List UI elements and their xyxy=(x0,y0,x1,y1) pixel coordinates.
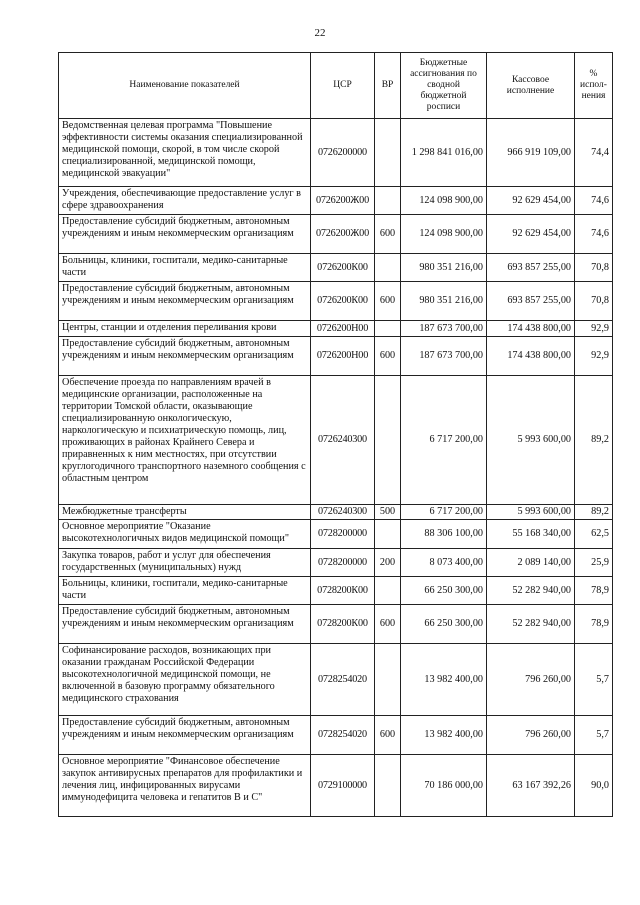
row-cash: 63 167 392,26 xyxy=(487,755,575,817)
row-percent: 5,7 xyxy=(575,716,613,755)
row-vr: 600 xyxy=(375,215,401,254)
row-budget: 124 098 900,00 xyxy=(401,187,487,215)
row-name: Предоставление субсидий бюджетным, автономным учреждениям и иным некоммерческим организациям xyxy=(59,605,311,644)
row-name: Центры, станции и отделения переливания крови xyxy=(59,321,311,337)
row-csr: 0726200000 xyxy=(311,119,375,187)
row-name: Предоставление субсидий бюджетным, автономным учреждениям и иным некоммерческим организациям xyxy=(59,716,311,755)
row-csr: 0728200000 xyxy=(311,549,375,577)
row-percent: 90,0 xyxy=(575,755,613,817)
budget-execution-table xyxy=(58,52,613,817)
row-cash: 2 089 140,00 xyxy=(487,549,575,577)
row-budget: 980 351 216,00 xyxy=(401,254,487,282)
header-vr: ВР xyxy=(375,53,401,119)
table-row xyxy=(59,605,613,644)
row-name: Учреждения, обеспечивающие предоставление услуг в сфере здравоохранения xyxy=(59,187,311,215)
row-name: Предоставление субсидий бюджетным, автономным учреждениям и иным некоммерческим организациям xyxy=(59,215,311,254)
table-header-row xyxy=(59,53,613,119)
row-vr xyxy=(375,119,401,187)
table-row xyxy=(59,337,613,376)
row-vr: 500 xyxy=(375,505,401,520)
table-row xyxy=(59,577,613,605)
row-csr: 0726200Н00 xyxy=(311,321,375,337)
row-percent: 70,8 xyxy=(575,254,613,282)
table-row xyxy=(59,215,613,254)
row-budget: 6 717 200,00 xyxy=(401,505,487,520)
row-csr: 0726200К00 xyxy=(311,254,375,282)
row-budget: 187 673 700,00 xyxy=(401,321,487,337)
row-budget: 124 098 900,00 xyxy=(401,215,487,254)
row-budget: 66 250 300,00 xyxy=(401,577,487,605)
table-row xyxy=(59,716,613,755)
row-cash: 55 168 340,00 xyxy=(487,520,575,549)
row-name: Больницы, клиники, госпитали, медико-санитарные части xyxy=(59,254,311,282)
row-csr: 0728200К00 xyxy=(311,605,375,644)
row-cash: 5 993 600,00 xyxy=(487,505,575,520)
row-csr: 0728254020 xyxy=(311,716,375,755)
table-row xyxy=(59,755,613,817)
row-csr: 0728200000 xyxy=(311,520,375,549)
row-csr: 0728200К00 xyxy=(311,577,375,605)
row-name: Закупка товаров, работ и услуг для обеспечения государственных (муниципальных) нужд xyxy=(59,549,311,577)
row-name: Ведомственная целевая программа "Повышение эффективности системы оказания специализированной медицинской помощи, скорой, в том числе скорой специализированной, медицинской помощи, медицинской эвакуации" xyxy=(59,119,311,187)
row-budget: 13 982 400,00 xyxy=(401,716,487,755)
row-percent: 89,2 xyxy=(575,505,613,520)
row-budget: 6 717 200,00 xyxy=(401,376,487,505)
row-budget: 1 298 841 016,00 xyxy=(401,119,487,187)
row-vr: 600 xyxy=(375,716,401,755)
row-vr: 600 xyxy=(375,282,401,321)
table-row xyxy=(59,549,613,577)
row-vr xyxy=(375,321,401,337)
page-number: 22 xyxy=(314,27,326,39)
row-name: Больницы, клиники, госпитали, медико-санитарные части xyxy=(59,577,311,605)
row-percent: 89,2 xyxy=(575,376,613,505)
row-csr: 0728254020 xyxy=(311,644,375,716)
row-csr: 0729100000 xyxy=(311,755,375,817)
header-budget: Бюджетные ассигнования по сводной бюджетной росписи xyxy=(401,53,487,119)
row-name: Межбюджетные трансферты xyxy=(59,505,311,520)
row-budget: 70 186 000,00 xyxy=(401,755,487,817)
row-csr: 0726200Ж00 xyxy=(311,215,375,254)
row-vr: 600 xyxy=(375,337,401,376)
row-csr: 0726200Ж00 xyxy=(311,187,375,215)
row-name: Софинансирование расходов, возникающих при оказании гражданам Российской Федерации высокотехнологичной медицинской помощи, не включенной в базовую программу обязательного медицинского страхования xyxy=(59,644,311,716)
row-cash: 966 919 109,00 xyxy=(487,119,575,187)
row-name: Обеспечение проезда по направлениям врачей в медицинские организации, расположенные на территории Томской области, оказывающие специализированную онкологическую, наркологическую и психиатрическую помощь, лиц, проживающих в районах Крайнего Севера и приравненных к ним местностях, при отсутствии круглогодичного транспортного наземного сообщения с областным центром xyxy=(59,376,311,505)
row-csr: 0726200Н00 xyxy=(311,337,375,376)
row-cash: 693 857 255,00 xyxy=(487,254,575,282)
row-percent: 5,7 xyxy=(575,644,613,716)
header-cash: Кассовое исполнение xyxy=(487,53,575,119)
row-vr xyxy=(375,187,401,215)
table-row xyxy=(59,644,613,716)
row-cash: 92 629 454,00 xyxy=(487,187,575,215)
row-name: Основное мероприятие "Оказание высокотехнологичных видов медицинской помощи" xyxy=(59,520,311,549)
row-percent: 92,9 xyxy=(575,321,613,337)
row-vr xyxy=(375,376,401,505)
row-percent: 70,8 xyxy=(575,282,613,321)
header-csr: ЦСР xyxy=(311,53,375,119)
row-percent: 74,6 xyxy=(575,215,613,254)
row-percent: 74,4 xyxy=(575,119,613,187)
row-percent: 78,9 xyxy=(575,577,613,605)
row-csr: 0726240300 xyxy=(311,376,375,505)
row-name: Предоставление субсидий бюджетным, автономным учреждениям и иным некоммерческим организациям xyxy=(59,337,311,376)
row-percent: 62,5 xyxy=(575,520,613,549)
header-name: Наименование показателей xyxy=(59,53,311,119)
row-name: Основное мероприятие "Финансовое обеспечение закупок антивирусных препаратов для профилактики и лечения лиц, инфицированных вирусами иммунодефицита человека и гепатитов В и С" xyxy=(59,755,311,817)
row-name: Предоставление субсидий бюджетным, автономным учреждениям и иным некоммерческим организациям xyxy=(59,282,311,321)
row-cash: 52 282 940,00 xyxy=(487,605,575,644)
row-cash: 796 260,00 xyxy=(487,644,575,716)
row-budget: 980 351 216,00 xyxy=(401,282,487,321)
row-budget: 13 982 400,00 xyxy=(401,644,487,716)
table-row xyxy=(59,321,613,337)
table-row xyxy=(59,282,613,321)
row-cash: 174 438 800,00 xyxy=(487,321,575,337)
row-percent: 74,6 xyxy=(575,187,613,215)
row-budget: 187 673 700,00 xyxy=(401,337,487,376)
row-cash: 174 438 800,00 xyxy=(487,337,575,376)
row-vr: 600 xyxy=(375,605,401,644)
table-row xyxy=(59,376,613,505)
row-cash: 693 857 255,00 xyxy=(487,282,575,321)
row-csr: 0726200К00 xyxy=(311,282,375,321)
row-vr xyxy=(375,577,401,605)
row-budget: 66 250 300,00 xyxy=(401,605,487,644)
row-percent: 92,9 xyxy=(575,337,613,376)
row-cash: 796 260,00 xyxy=(487,716,575,755)
header-percent: % испол-нения xyxy=(575,53,613,119)
row-budget: 8 073 400,00 xyxy=(401,549,487,577)
row-percent: 25,9 xyxy=(575,549,613,577)
row-vr xyxy=(375,254,401,282)
table-row xyxy=(59,505,613,520)
row-cash: 5 993 600,00 xyxy=(487,376,575,505)
row-vr xyxy=(375,644,401,716)
row-cash: 92 629 454,00 xyxy=(487,215,575,254)
table-row xyxy=(59,254,613,282)
row-vr: 200 xyxy=(375,549,401,577)
table-row xyxy=(59,119,613,187)
table-row xyxy=(59,187,613,215)
row-vr xyxy=(375,520,401,549)
row-percent: 78,9 xyxy=(575,605,613,644)
row-budget: 88 306 100,00 xyxy=(401,520,487,549)
row-csr: 0726240300 xyxy=(311,505,375,520)
table-row xyxy=(59,520,613,549)
row-vr xyxy=(375,755,401,817)
row-cash: 52 282 940,00 xyxy=(487,577,575,605)
